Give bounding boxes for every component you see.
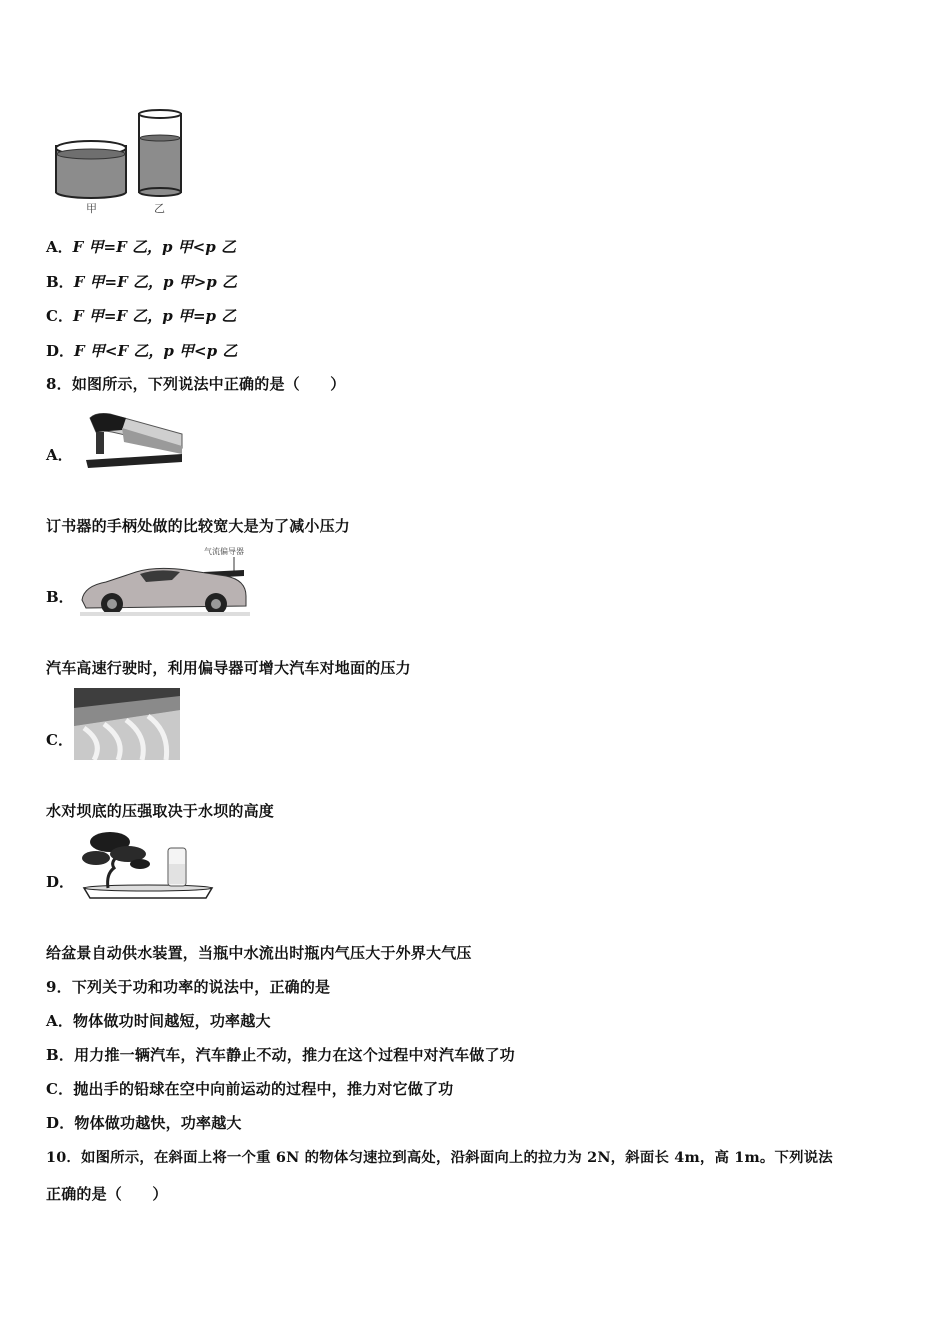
label-yi: 乙: [154, 202, 165, 215]
q7-option-d[interactable]: D．F 甲<F 乙，p 甲<p 乙: [46, 342, 238, 360]
q10-stem-line1: 10．如图所示，在斜面上将一个重 6N 的物体匀速拉到高处，沿斜面向上的拉力为 2N，斜面长 4m，高 1m。下列说法: [46, 1149, 833, 1166]
q7-option-b[interactable]: B．F 甲=F 乙，p 甲>p 乙: [46, 273, 237, 291]
q9-option-b[interactable]: B．用力推一辆汽车，汽车静止不动，推力在这个过程中对汽车做了功: [46, 1046, 515, 1064]
sports-car-image: [76, 542, 256, 618]
q8-option-c-letter[interactable]: C．: [46, 731, 73, 749]
q10-stem-line2: 正确的是（ ）: [46, 1185, 168, 1203]
q8-option-d-caption: 给盆景自动供水装置，当瓶中水流出时瓶内气压大于外界大气压: [46, 944, 472, 962]
containers-figure: [50, 106, 190, 218]
q8-option-a-caption: 订书器的手柄处做的比较宽大是为了减小压力: [46, 517, 351, 535]
q8-option-c-caption: 水对坝底的压强取决于水坝的高度: [46, 802, 275, 820]
q9-option-a[interactable]: A．物体做功时间越短，功率越大: [46, 1012, 271, 1030]
q9-option-c[interactable]: C．抛出手的铅球在空中向前运动的过程中，推力对它做了功: [46, 1080, 454, 1098]
q8-option-a-letter[interactable]: A．: [46, 446, 73, 464]
q8-option-b-letter[interactable]: B．: [46, 588, 74, 606]
spoiler-label: 气流偏导器: [204, 547, 244, 556]
stapler-image: [82, 408, 188, 470]
q8-stem: 8．如图所示，下列说法中正确的是（ ）: [46, 375, 346, 393]
q9-option-d[interactable]: D．物体做功越快，功率越大: [46, 1114, 242, 1132]
q8-option-b-caption: 汽车高速行驶时，利用偏导器可增大汽车对地面的压力: [46, 659, 411, 677]
q8-option-d-letter[interactable]: D．: [46, 873, 75, 891]
q7-option-a[interactable]: A．F 甲=F 乙，p 甲<p 乙: [46, 238, 236, 256]
dam-image: [74, 688, 180, 760]
q9-stem: 9．下列关于功和功率的说法中，正确的是: [46, 978, 331, 996]
bonsai-image: [80, 828, 216, 902]
label-jia: 甲: [86, 202, 97, 215]
q7-option-c[interactable]: C．F 甲=F 乙，p 甲=p 乙: [46, 307, 237, 325]
